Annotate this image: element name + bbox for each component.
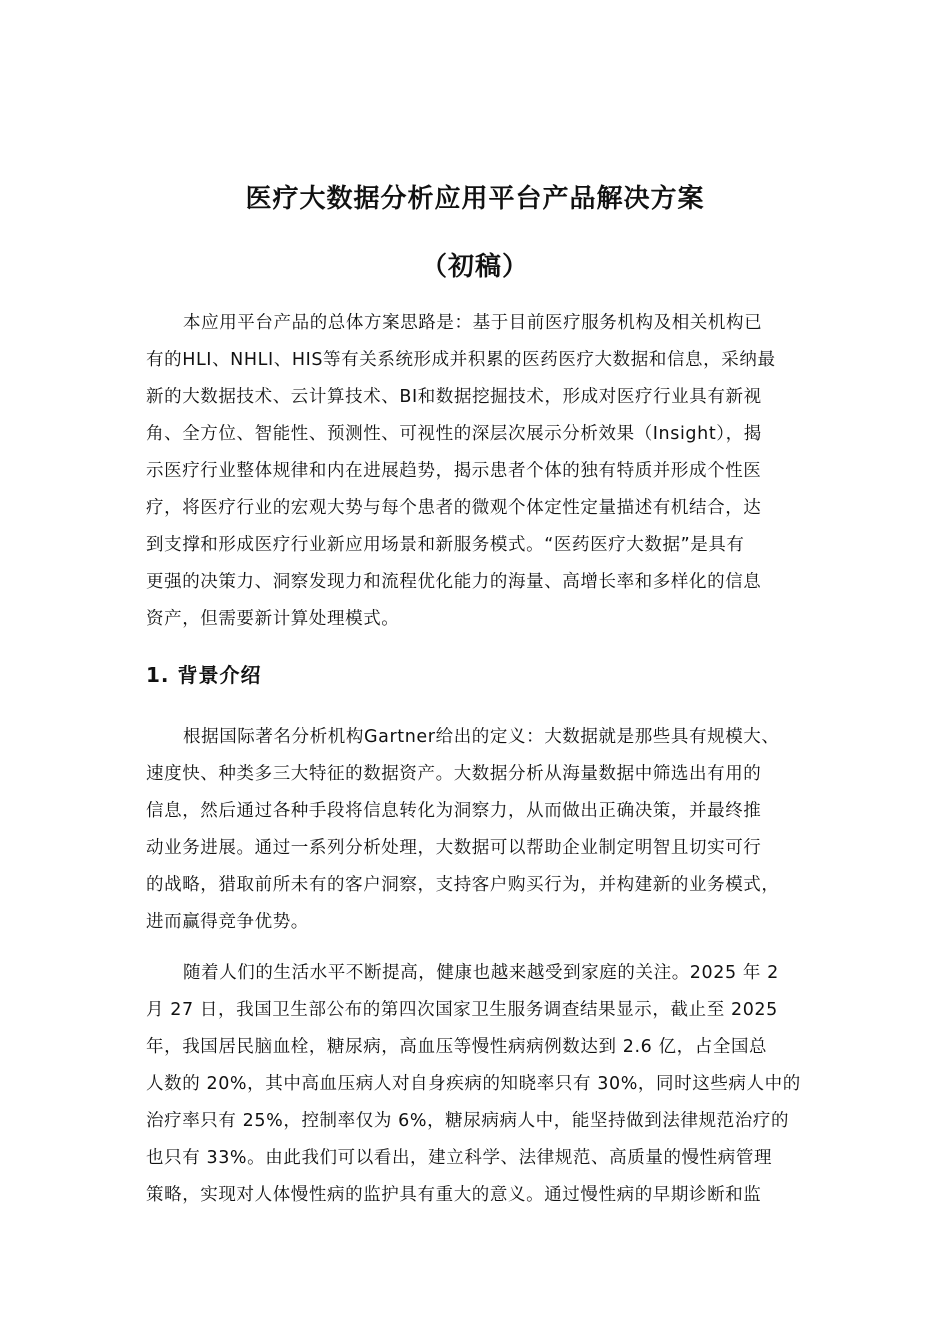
paragraph-line: 策略，实现对人体慢性病的监护具有重大的意义。通过慢性病的早期诊断和监 [146, 1185, 762, 1205]
document-subtitle: （初稿） [420, 252, 529, 282]
paragraph-line: 也只有 33%。由此我们可以看出，建立科学、法律规范、高质量的慢性病管理 [146, 1148, 773, 1168]
intro-line: 有的HLI、NHLI、HIS等有关系统形成并积累的医药医疗大数据和信息，采纳最 [146, 350, 776, 370]
paragraph-line: 进而赢得竞争优势。 [146, 912, 309, 932]
section-heading: 1. 背景介绍 [146, 663, 262, 687]
intro-line: 本应用平台产品的总体方案思路是：基于目前医疗服务机构及相关机构已 [183, 313, 763, 333]
paragraph-line: 信息，然后通过各种手段将信息转化为洞察力，从而做出正确决策，并最终推 [146, 801, 762, 821]
intro-line: 到支撑和形成医疗行业新应用场景和新服务模式。“医药医疗大数据”是具有 [146, 535, 745, 555]
intro-line: 疗，将医疗行业的宏观大势与每个患者的微观个体定性定量描述有机结合，达 [146, 498, 762, 518]
paragraph-line: 动业务进展。通过一系列分析处理，大数据可以帮助企业制定明智且切实可行 [146, 838, 762, 858]
paragraph-line: 随着人们的生活水平不断提高，健康也越来越受到家庭的关注。2025 年 2 [183, 963, 779, 983]
paragraph-line: 速度快、种类多三大特征的数据资产。大数据分析从海量数据中筛选出有用的 [146, 764, 762, 784]
intro-line: 新的大数据技术、云计算技术、BI和数据挖掘技术，形成对医疗行业具有新视 [146, 387, 762, 407]
intro-line: 示医疗行业整体规律和内在进展趋势，揭示患者个体的独有特质并形成个性医 [146, 461, 762, 481]
paragraph-line: 月 27 日，我国卫生部公布的第四次国家卫生服务调查结果显示，截止至 2025 [146, 1000, 778, 1020]
paragraph-line: 根据国际著名分析机构Gartner给出的定义：大数据就是那些具有规模大、 [183, 727, 780, 747]
paragraph-line: 人数的 20%，其中高血压病人对自身疾病的知晓率只有 30%，同时这些病人中的 [146, 1074, 801, 1094]
intro-line: 角、全方位、智能性、预测性、可视性的深层次展示分析效果（Insight），揭 [146, 424, 762, 444]
paragraph-line: 的战略，猎取前所未有的客户洞察，支持客户购买行为，并构建新的业务模式， [146, 875, 780, 895]
intro-line: 更强的决策力、洞察发现力和流程优化能力的海量、高增长率和多样化的信息 [146, 572, 762, 592]
paragraph-line: 治疗率只有 25%，控制率仅为 6%，糖尿病病人中，能坚持做到法律规范治疗的 [146, 1111, 790, 1131]
document-title: 医疗大数据分析应用平台产品解决方案 [245, 184, 705, 214]
paragraph-line: 年，我国居民脑血栓，糖尿病，高血压等慢性病病例数达到 2.6 亿，占全国总 [146, 1037, 768, 1057]
intro-line: 资产，但需要新计算处理模式。 [146, 609, 400, 629]
